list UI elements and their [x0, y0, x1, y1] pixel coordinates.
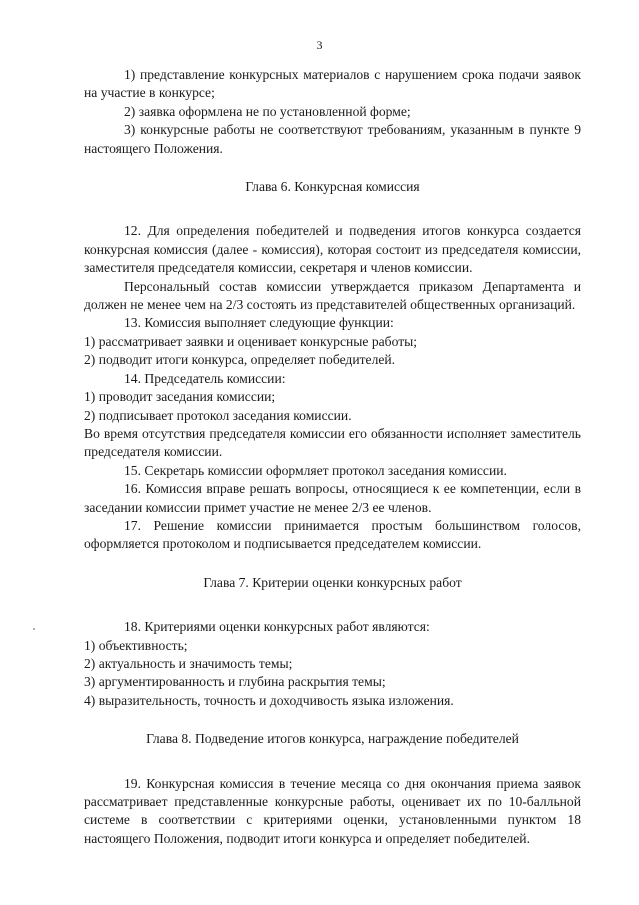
paragraph-item-1: 1) представление конкурсных материалов с нарушением срока подачи заявок на участие в конкурсе; — [84, 67, 581, 101]
paragraph-17: 17. Решение комиссии принимается простым большинством голосов, оформляется протоколом и подписывается председателем комиссии. — [84, 517, 581, 552]
paragraph-13: 13. Комиссия выполняет следующие функции: — [124, 315, 394, 331]
paragraph-16: 16. Комиссия вправе решать вопросы, относящиеся к ее компетенции, если в заседании комиссии примет участие не менее 2/3 ее членов. — [84, 481, 581, 515]
chapter-6-heading: Глава 6. Конкурсная комиссия — [245, 179, 420, 195]
paragraph-item-2: 2) заявка оформлена не по установленной форме; — [124, 103, 411, 119]
paragraph-absence: Во время отсутствия председателя комиссии его обязанности исполняет заместитель председателя комиссии. — [84, 425, 581, 460]
document-body — [84, 66, 581, 848]
paragraph-19: 19. Конкурсная комиссия в течение месяца со дня окончания приема заявок рассматривает представленные конкурсные работы, оценивает их по 10-балльной системе в соответствии с критериями оценки, установленными пунктом 18 настоящего Положения, подводит итоги конкурса и определяет победителей. — [84, 775, 581, 846]
chapter-7-heading: Глава 7. Критерии оценки конкурсных работ — [203, 574, 462, 590]
paragraph-personnel: Персональный состав комиссии утверждается приказом Департамента и должен не менее чем на 2/3 состоять из представителей общественных организаций. — [84, 278, 581, 313]
page-number: 3 — [316, 38, 323, 52]
paragraph-12: 12. Для определения победителей и подведения итогов конкурса создается конкурсная комиссия (далее - комиссия), которая состоит из председателя комиссии, заместителя председателя комиссии, секретаря и членов комиссии. — [84, 223, 581, 276]
criteria-item-3: 3) аргументированность и глубина раскрытия темы; — [84, 674, 386, 690]
paragraph-18: 18. Критериями оценки конкурсных работ являются: — [124, 619, 430, 635]
criteria-item-4: 4) выразительность, точность и доходчивость языка изложения. — [84, 692, 454, 708]
chapter-8-heading: Глава 8. Подведение итогов конкурса, награждение победителей — [146, 731, 519, 747]
paragraph-13-item-1: 1) рассматривает заявки и оценивает конкурсные работы; — [84, 333, 418, 349]
paragraph-item-3: 3) конкурсные работы не соответствуют требованиям, указанным в пункте 9 настоящего Положения. — [84, 122, 581, 156]
paragraph-15: 15. Секретарь комиссии оформляет протокол заседания комиссии. — [124, 462, 507, 478]
criteria-item-1: 1) объективность; — [84, 637, 188, 653]
paragraph-14-item-2: 2) подписывает протокол заседания комиссии. — [84, 407, 352, 423]
paragraph-14: 14. Председатель комиссии: — [124, 370, 286, 386]
criteria-item-2: 2) актуальность и значимость темы; — [84, 655, 293, 671]
paragraph-14-item-1: 1) проводит заседания комиссии; — [84, 389, 276, 405]
scan-speck — [33, 628, 35, 630]
paragraph-13-item-2: 2) подводит итоги конкурса, определяет победителей. — [84, 352, 396, 368]
